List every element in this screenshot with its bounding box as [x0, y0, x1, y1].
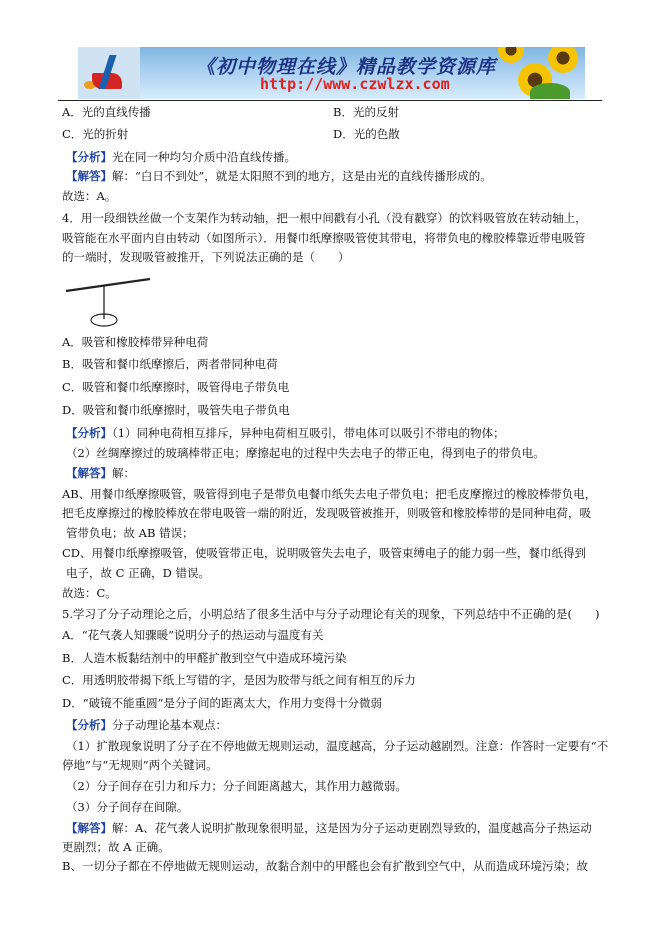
solution-tag: 【解答】 — [66, 169, 112, 183]
sunflower-icon — [548, 47, 578, 73]
solution-text: 更剧烈；故 A 正确。 — [62, 840, 170, 854]
analysis-line: （2）丝绸摩擦过的玻璃棒带正电；摩擦起电的过程中失去电子的带正电，得到电子的带负电。 — [66, 446, 545, 460]
question-text: 的一端时，发现吸管被推开，下列说法正确的是（ ） — [62, 250, 350, 264]
solution-line: 【解答】解：“白日不到处”，就是太阳照不到的地方，这是由光的直线传播形成的。 — [66, 169, 492, 183]
site-logo — [78, 47, 140, 99]
option-b: B．人造木板黏结剂中的甲醛扩散到空气中造成环境污染 — [62, 651, 347, 665]
option-a: A．“花气袭人知骤暖”说明分子的热运动与温度有关 — [62, 628, 324, 642]
analysis-line: 【分析】光在同一种均匀介质中沿直线传播。 — [66, 150, 296, 164]
answer-line: 故选：A。 — [62, 189, 117, 203]
option-d: D．“破镜不能重圆”是分子间的距离太大，作用力变得十分微弱 — [62, 696, 382, 710]
solution-text: 电子，故 C 正确，D 错误。 — [66, 566, 210, 580]
analysis-tag: 【分析】 — [66, 718, 112, 732]
question-text: 吸管能在水平面内自由转动（如图所示）．用餐巾纸摩擦吸管使其带电，将带负电的橡胶棒靠近带电吸管 — [62, 231, 586, 245]
option-b: B．吸管和餐巾纸摩擦后，两者带同种电荷 — [62, 357, 278, 371]
analysis-line: 停地”与“无规则”两个关键词。 — [62, 758, 218, 772]
solution-text: B、一切分子都在不停地做无规则运动，故黏合剂中的甲醛也会有扩散到空气中，从而造成环境污染；故 — [62, 859, 588, 873]
leaf-icon — [530, 83, 570, 99]
analysis-tag: 【分析】 — [66, 150, 112, 164]
analysis-line: （2）分子间存在引力和斥力；分子间距离越大，其作用力越微弱。 — [66, 779, 407, 793]
analysis-line: 【分析】（1）同种电荷相互排斥，异种电荷相互吸引，带电体可以吸引不带电的物体； — [66, 426, 505, 440]
sunflower-icon — [498, 47, 524, 63]
option-a: A．光的直线传播 — [62, 105, 151, 119]
answer-line: 故选：C。 — [62, 586, 117, 600]
solution-text: AB、用餐巾纸摩擦吸管，吸管得到电子是带负电餐巾纸失去电子带负电；把毛皮摩擦过的橡胶棒带负电， — [62, 487, 597, 501]
question-text: 5.学习了分子动理论之后，小明总结了很多生活中与分子动理论有关的现象，下列总结中不正确的是( ) — [62, 607, 600, 621]
solution-text: 把毛皮摩擦过的橡胶棒放在带电吸管一端的附近，发现吸管被推开，则吸管和橡胶棒带的是同种电荷，吸 — [62, 506, 591, 520]
question-text: 4．用一段细铁丝做一个支架作为转动轴，把一根中间戳有小孔（没有戳穿）的饮料吸管放在转动轴上， — [62, 211, 587, 225]
analysis-line: 【分析】分子动理论基本观点： — [66, 718, 227, 732]
option-d: D．吸管和餐巾纸摩擦时，吸管失电子带负电 — [62, 403, 290, 417]
header-banner — [78, 47, 585, 99]
option-c: C．用透明胶带揭下纸上写错的字，是因为胶带与纸之间有相互的斥力 — [62, 673, 416, 687]
option-d: D．光的色散 — [333, 127, 400, 141]
site-url[interactable]: http://www.czwlzx.com — [260, 75, 450, 93]
option-a: A．吸管和橡胶棒带异种电荷 — [62, 335, 209, 349]
solution-text: 管带负电；故 AB 错误； — [66, 526, 194, 540]
straw-line — [66, 279, 150, 291]
solution-line: 【解答】解： — [66, 466, 135, 480]
solution-line: 【解答】解：A、花气袭人说明扩散现象很明显，这是因为分子运动更剧烈导致的，温度越高分子热运动 — [66, 821, 592, 835]
analysis-line: （3）分子间存在间隙。 — [66, 800, 189, 814]
solution-text: CD、用餐巾纸摩擦吸管，使吸管带正电，说明吸管失去电子，吸管束缚电子的能力弱一些，餐巾纸得到 — [62, 546, 587, 560]
solution-tag: 【解答】 — [66, 466, 112, 480]
analysis-tag: 【分析】 — [66, 426, 112, 440]
straw-rotation-figure — [64, 277, 154, 329]
header-divider — [58, 100, 602, 101]
option-c: C．吸管和餐巾纸摩擦时，吸管得电子带负电 — [62, 380, 290, 394]
option-b: B．光的反射 — [333, 105, 399, 119]
site-title: 《初中物理在线》精品教学资源库 — [196, 56, 497, 78]
analysis-line: （1）扩散现象说明了分子在不停地做无规则运动，温度越高，分子运动越剧烈。注意：作答时一定要有“不 — [66, 739, 609, 753]
solution-tag: 【解答】 — [66, 821, 112, 835]
option-c: C．光的折射 — [62, 127, 129, 141]
